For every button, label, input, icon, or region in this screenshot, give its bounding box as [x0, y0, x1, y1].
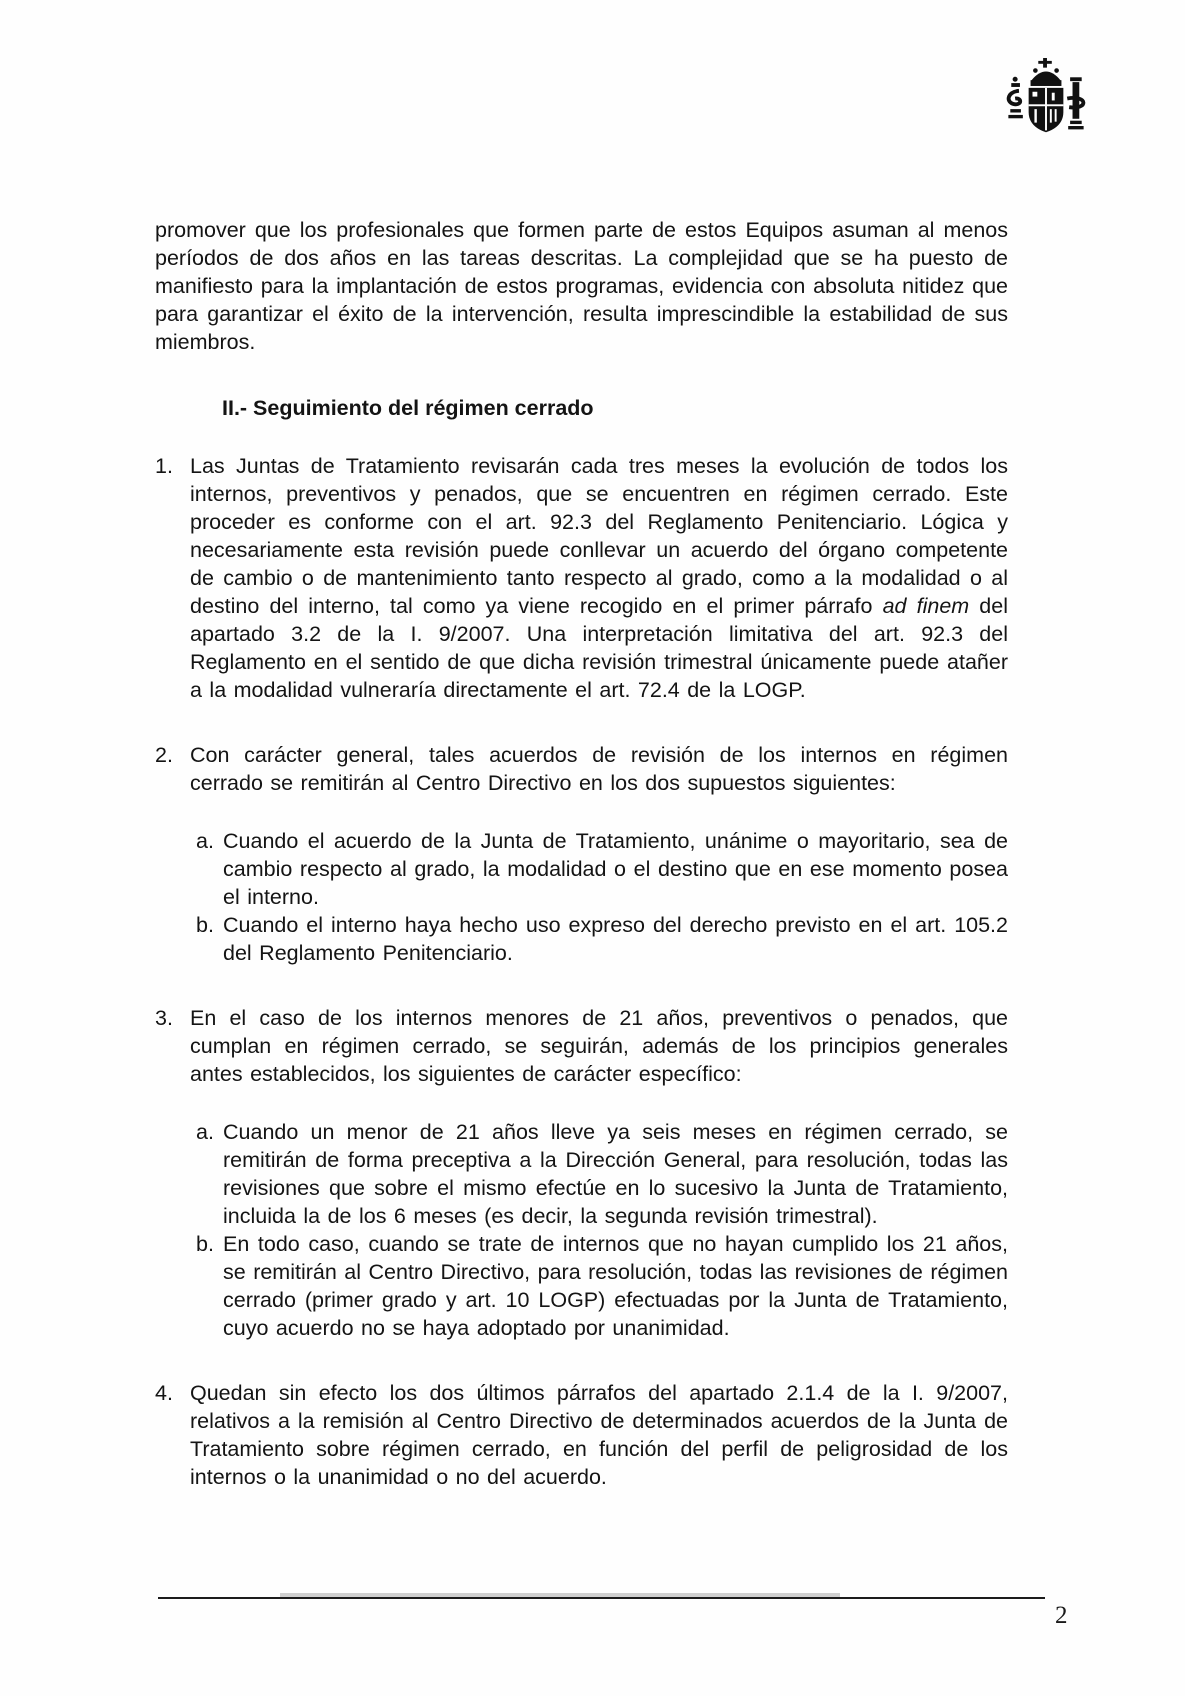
spain-coat-of-arms-icon — [1002, 58, 1090, 140]
footer-rule — [158, 1597, 1045, 1599]
list-item-1 — [155, 452, 1008, 704]
latin-phrase: ad finem — [882, 594, 970, 618]
subitem-2a — [190, 827, 1008, 911]
subitem-3b — [190, 1230, 1008, 1342]
list-item-1-number: 1. — [155, 454, 173, 478]
list-item-4 — [155, 1379, 1008, 1491]
list-item-2-text: Con carácter general, tales acuerdos de revisión de los internos en régimen cerrado se remitirán al Centro Directivo en los dos supuestos siguientes: — [190, 743, 1008, 795]
subitem-3b-text: En todo caso, cuando se trate de internos que no hayan cumplido los 21 años, se remitirán al Centro Directivo, para resolución, todas las revisiones de régimen cerrado (primer grado y art. 10 LOGP) efectuadas por la Junta de Tratamiento, cuyo acuerdo no se haya adoptado por unanimidad. — [223, 1232, 1008, 1340]
section-heading: II.- Seguimiento del régimen cerrado — [222, 396, 594, 420]
list-item-1-text — [190, 452, 1008, 704]
list-item-4-text: Quedan sin efecto los dos últimos párrafos del apartado 2.1.4 de la I. 9/2007, relativos a la remisión al Centro Directivo de determinados acuerdos de la Junta de Tratamiento sobre régimen cerrado, en función del perfil de peligrosidad de los internos o la unanimidad o no del acuerdo. — [190, 1381, 1008, 1489]
list-item-3-body — [190, 1004, 1008, 1342]
intro-paragraph: promover que los profesionales que formen parte de estos Equipos asuman al menos períodos de dos años en las tareas descritas. La complejidad que se ha puesto de manifiesto para la implantación de estos programas, evidencia con absoluta nitidez que para garantizar el éxito de la intervención, resulta imprescindible la estabilidad de sus miembros. — [155, 218, 1008, 354]
subitem-3b-letter: b. — [196, 1232, 214, 1256]
list-item-2 — [155, 741, 1008, 967]
document-body — [155, 216, 1008, 1491]
text-segment: del apartado 3.2 de la I. 9/2007. Una interpretación limitativa del art. 92.3 del Reglamento en el sentido de que dicha revisión trimestral únicamente puede atañer a la modalidad vulneraría directamente el art. 72.4 de la LOGP. — [190, 594, 1009, 702]
list-item-2-body — [190, 741, 1008, 967]
list-item-3-text: En el caso de los internos menores de 21 años, preventivos o penados, que cumplan en régimen cerrado, se seguirán, además de los principios generales antes establecidos, los siguientes de carácter específico: — [190, 1006, 1008, 1086]
list-item-2-number: 2. — [155, 743, 173, 767]
list-item-3-number: 3. — [155, 1006, 173, 1030]
list-item-4-number: 4. — [155, 1381, 173, 1405]
subitem-2a-text: Cuando el acuerdo de la Junta de Tratamiento, unánime o mayoritario, sea de cambio respecto al grado, la modalidad o el destino que en ese momento posea el interno. — [223, 829, 1008, 909]
subitem-3a-letter: a. — [196, 1120, 214, 1144]
subitem-2a-letter: a. — [196, 829, 214, 853]
subitem-2b-letter: b. — [196, 913, 214, 937]
subitem-2b — [190, 911, 1008, 967]
subitem-2b-text: Cuando el interno haya hecho uso expreso del derecho previsto en el art. 105.2 del Reglamento Penitenciario. — [223, 913, 1008, 965]
list-item-3 — [155, 1004, 1008, 1342]
subitem-3a — [190, 1118, 1008, 1230]
text-segment: Las Juntas de Tratamiento revisarán cada tres meses la evolución de todos los internos, preventivos y penados, que se encuentren en régimen cerrado. Este proceder es conforme con el art. 92.3 del Reglamento Penitenciario. Lógica y necesariamente esta revisión puede conllevar un acuerdo del órgano competente de cambio o de mantenimiento tanto respecto al grado, como a la modalidad o al destino del interno, tal como ya viene recogido en el primer párrafo — [190, 454, 1008, 618]
page-number: 2 — [1055, 1602, 1068, 1629]
list-item-3-sublist — [190, 1118, 1008, 1342]
list-item-2-sublist — [190, 827, 1008, 967]
subitem-3a-text: Cuando un menor de 21 años lleve ya seis meses en régimen cerrado, se remitirán de forma preceptiva a la Dirección General, para resolución, todas las revisiones que sobre el mismo efectúe en lo sucesivo la Junta de Tratamiento, incluida la de los 6 meses (es decir, la segunda revisión trimestral). — [223, 1120, 1008, 1228]
